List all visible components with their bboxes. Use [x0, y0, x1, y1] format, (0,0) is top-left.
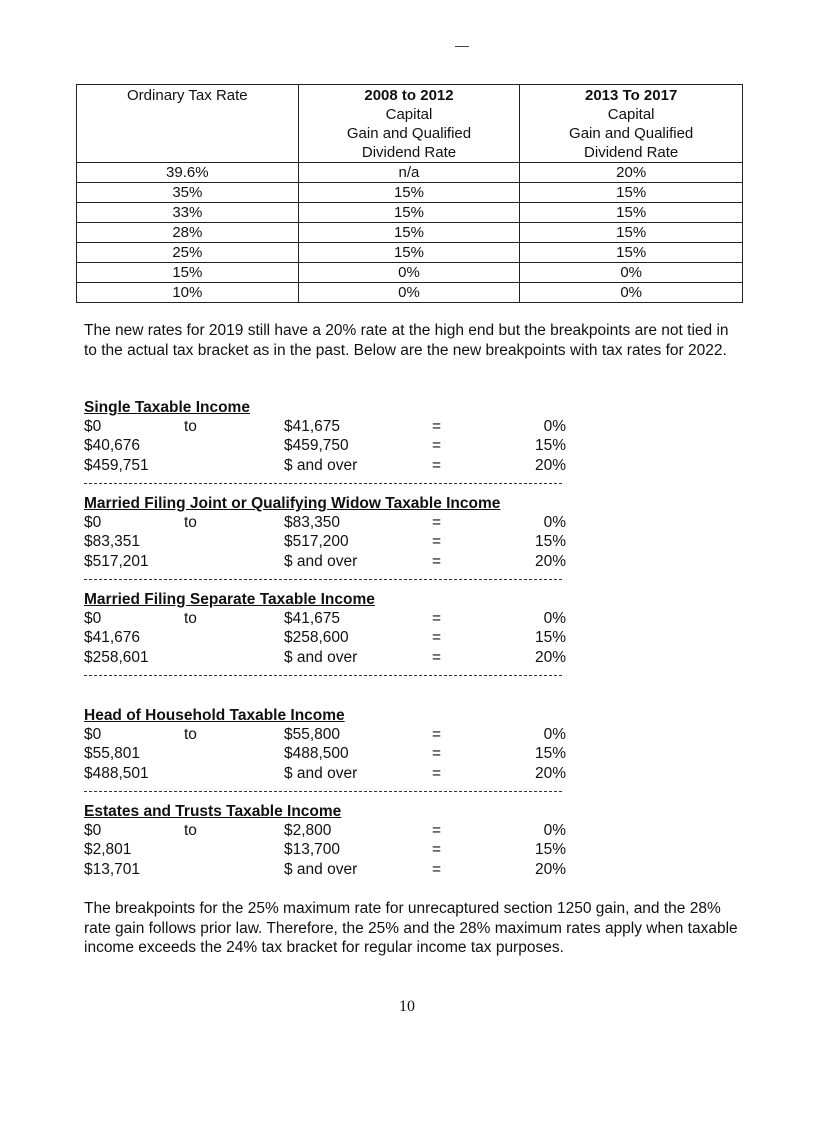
table-row [77, 263, 743, 283]
bracket-upper: $ and over [284, 648, 358, 666]
bracket-upper: $83,350 [284, 514, 341, 531]
rate-2013-2017-cell: 0% [520, 263, 743, 283]
bracket-row [84, 552, 564, 571]
bracket-rate: 0% [543, 514, 566, 531]
section-divider [84, 579, 562, 580]
bracket-row [84, 648, 564, 667]
bracket-lower: $55,801 [84, 745, 141, 763]
bracket-row [84, 532, 564, 551]
rate-2013-2017-cell: 20% [520, 163, 743, 183]
outro-paragraph: The breakpoints for the 25% maximum rate for unrecaptured section 1250 gain, and the 28% rate gain follows prior law. Therefore, the 25% and the 28% maximum rates apply when taxable income exceeds the 24% tax bracket for regular income tax purposes. [84, 900, 738, 956]
bracket-row [84, 764, 564, 783]
bracket-upper: $41,675 [284, 418, 341, 435]
bracket-rate: 0% [543, 610, 566, 627]
bracket-equals: = [432, 514, 442, 531]
section-divider [84, 791, 562, 792]
bracket-rate: 20% [534, 456, 566, 474]
ordinary-rate-cell: 15% [77, 263, 299, 283]
bracket-row [84, 436, 564, 455]
bracket-lower: $488,501 [84, 764, 149, 782]
rate-2008-2012-cell: 0% [298, 283, 520, 303]
rate-2008-2012-cell: 15% [298, 203, 520, 223]
bracket-upper: $ and over [284, 764, 358, 782]
bracket-upper: $55,800 [284, 726, 341, 743]
bracket-lower: $0 [84, 514, 102, 531]
section-married-filing-joint [84, 494, 564, 571]
section-divider [84, 483, 562, 484]
section-title: Married Filing Separate Taxable Income [84, 591, 375, 608]
section-estates-and-trusts [84, 802, 564, 879]
rate-2013-2017-cell: 15% [520, 183, 743, 203]
table-row [77, 283, 743, 303]
bracket-row [84, 628, 564, 647]
ordinary-rate-cell: 10% [77, 283, 299, 303]
bracket-rate: 0% [543, 418, 566, 435]
bracket-equals: = [432, 822, 442, 839]
bracket-lower: $0 [84, 726, 102, 743]
bracket-upper: $517,200 [284, 533, 349, 551]
bracket-row [84, 456, 564, 475]
ordinary-rate-cell: 28% [77, 223, 299, 243]
header-line: Gain and Qualified [569, 125, 694, 142]
table-row [77, 163, 743, 183]
header-2008-2012 [298, 85, 520, 163]
bracket-row [84, 744, 564, 763]
header-line: Ordinary Tax Rate [127, 87, 248, 104]
bracket-row [84, 725, 564, 744]
bracket-lower: $517,201 [84, 552, 149, 570]
rate-2008-2012-cell: 15% [298, 183, 520, 203]
bracket-upper: $41,675 [284, 610, 341, 627]
table-row [77, 203, 743, 223]
section-title: Married Filing Joint or Qualifying Widow Taxable Income [84, 495, 501, 512]
section-title: Head of Household Taxable Income [84, 707, 345, 724]
bracket-lower: $41,676 [84, 629, 141, 647]
bracket-equals: = [432, 841, 442, 859]
section-divider [84, 675, 562, 676]
header-ordinary-tax-rate [77, 85, 299, 163]
intro-paragraph: The new rates for 2019 still have a 20% rate at the high end but the breakpoints are not tied in to the actual tax bracket as in the past. Below are the new breakpoints with tax rates for 2022. [84, 322, 729, 359]
bracket-equals: = [432, 533, 442, 551]
bracket-equals: = [432, 648, 442, 666]
bracket-rate: 15% [534, 533, 566, 551]
bracket-rate: 15% [534, 745, 566, 763]
rate-2008-2012-cell: 0% [298, 263, 520, 283]
scan-artifact [455, 46, 469, 47]
bracket-row [84, 417, 564, 436]
bracket-upper: $258,600 [284, 629, 349, 647]
bracket-lower: $2,801 [84, 841, 132, 859]
bracket-lower: $0 [84, 822, 102, 839]
capital-gains-rate-table [76, 84, 743, 303]
bracket-upper: $ and over [284, 860, 358, 878]
bracket-rate: 20% [534, 552, 566, 570]
bracket-row [84, 609, 564, 628]
bracket-to: to [184, 514, 197, 531]
bracket-to: to [184, 822, 197, 839]
header-line: Dividend Rate [361, 144, 457, 161]
rate-2008-2012-cell: 15% [298, 223, 520, 243]
table-header-row [77, 85, 743, 163]
bracket-equals: = [432, 418, 442, 435]
rate-2013-2017-cell: 15% [520, 243, 743, 263]
bracket-lower: $83,351 [84, 533, 141, 551]
bracket-equals: = [432, 726, 442, 743]
bracket-lower: $13,701 [84, 860, 141, 878]
bracket-upper: $459,750 [284, 437, 349, 455]
section-married-filing-separate [84, 590, 564, 667]
bracket-upper: $ and over [284, 552, 358, 570]
rate-2013-2017-cell: 15% [520, 223, 743, 243]
bracket-lower: $0 [84, 610, 102, 627]
bracket-lower: $459,751 [84, 456, 149, 474]
bracket-equals: = [432, 764, 442, 782]
section-title: Estates and Trusts Taxable Income [84, 803, 342, 820]
header-period: 2013 To 2017 [585, 87, 678, 104]
header-line: Capital [607, 106, 655, 123]
bracket-row [84, 860, 564, 879]
bracket-upper: $2,800 [284, 822, 332, 839]
table-row [77, 243, 743, 263]
bracket-equals: = [432, 745, 442, 763]
bracket-to: to [184, 418, 197, 435]
bracket-rate: 0% [543, 822, 566, 839]
ordinary-rate-cell: 39.6% [77, 163, 299, 183]
bracket-rate: 20% [534, 860, 566, 878]
bracket-to: to [184, 610, 197, 627]
bracket-lower: $40,676 [84, 437, 141, 455]
bracket-rate: 0% [543, 726, 566, 743]
bracket-row [84, 821, 564, 840]
bracket-equals: = [432, 860, 442, 878]
rate-2013-2017-cell: 15% [520, 203, 743, 223]
bracket-upper: $13,700 [284, 841, 341, 859]
rate-2008-2012-cell: n/a [298, 163, 520, 183]
ordinary-rate-cell: 33% [77, 203, 299, 223]
rate-2008-2012-cell: 15% [298, 243, 520, 263]
ordinary-rate-cell: 25% [77, 243, 299, 263]
bracket-rate: 15% [534, 841, 566, 859]
bracket-lower: $258,601 [84, 648, 149, 666]
page-number: 10 [399, 998, 415, 1015]
bracket-row [84, 840, 564, 859]
rate-2013-2017-cell: 0% [520, 283, 743, 303]
table-row [77, 183, 743, 203]
header-line: Dividend Rate [584, 144, 679, 161]
bracket-lower: $0 [84, 418, 102, 435]
bracket-equals: = [432, 610, 442, 627]
bracket-upper: $488,500 [284, 745, 349, 763]
section-single [84, 398, 564, 475]
bracket-equals: = [432, 629, 442, 647]
section-title: Single Taxable Income [84, 399, 250, 416]
bracket-rate: 20% [534, 764, 566, 782]
header-line: Gain and Qualified [346, 125, 472, 142]
header-2013-2017 [520, 85, 743, 163]
bracket-rate: 20% [534, 648, 566, 666]
bracket-equals: = [432, 456, 442, 474]
bracket-equals: = [432, 437, 442, 455]
ordinary-rate-cell: 35% [77, 183, 299, 203]
bracket-row [84, 513, 564, 532]
bracket-upper: $ and over [284, 456, 358, 474]
bracket-equals: = [432, 552, 442, 570]
bracket-to: to [184, 726, 197, 743]
bracket-rate: 15% [534, 437, 566, 455]
table-row [77, 223, 743, 243]
header-line: Capital [385, 106, 433, 123]
section-head-of-household [84, 706, 564, 783]
header-period: 2008 to 2012 [364, 87, 454, 104]
bracket-rate: 15% [534, 629, 566, 647]
